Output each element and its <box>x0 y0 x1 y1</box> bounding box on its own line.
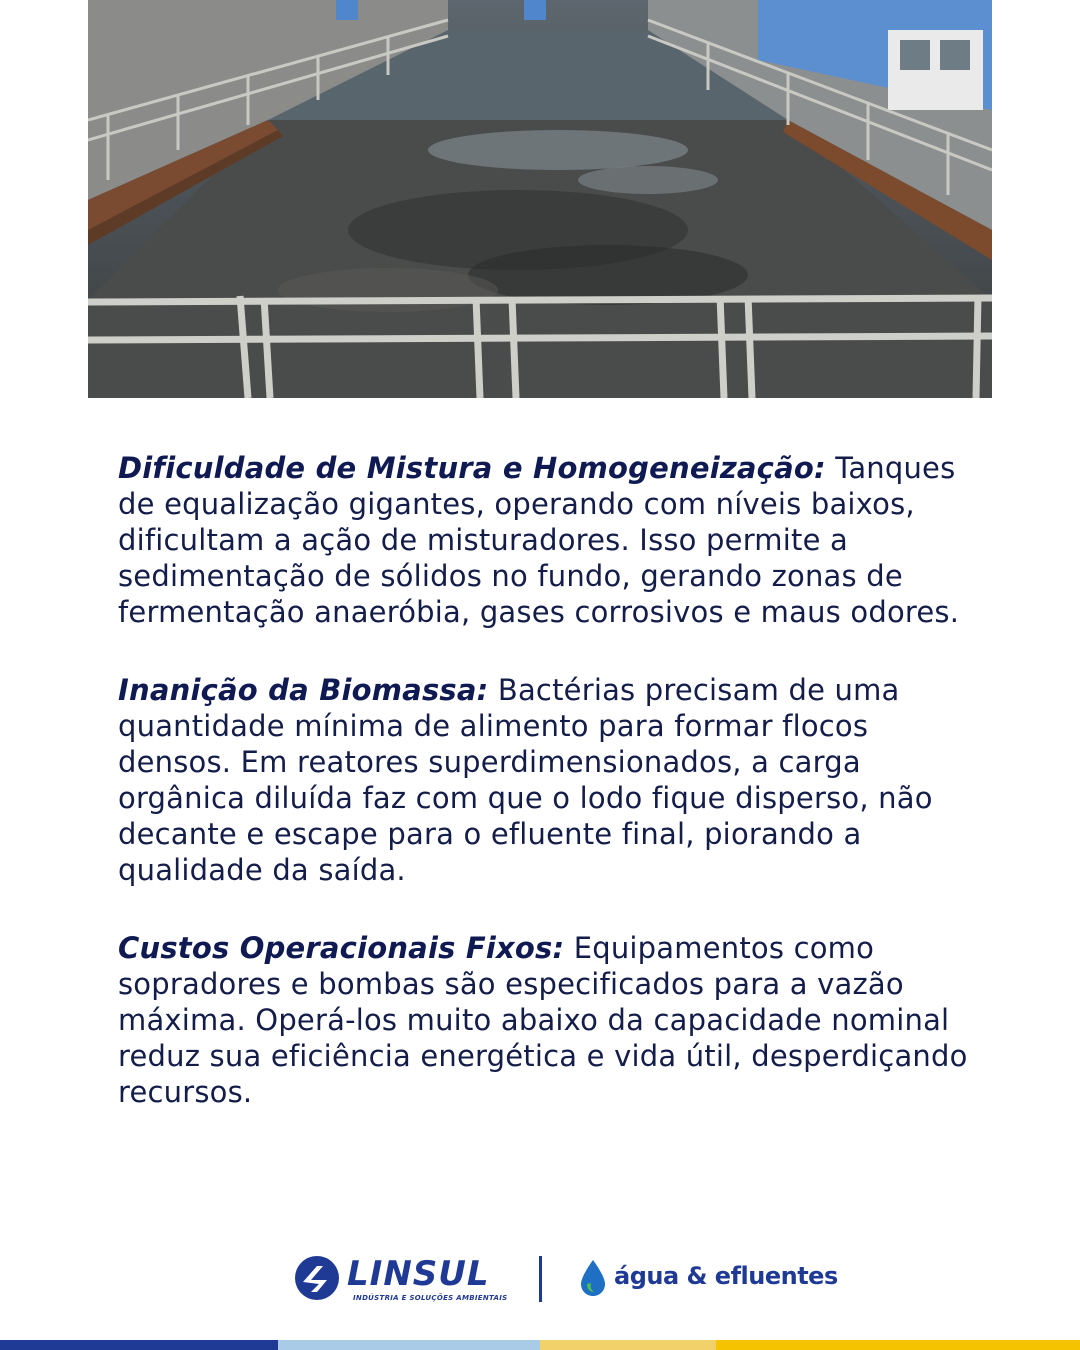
logo-divider <box>539 1256 542 1302</box>
paragraph-body: Bactérias precisam de uma quantidade mínima de alimento para formar flocos densos. Em reatores superdimensionados, a carga orgânica diluída faz com que o lodo fique disperso, não decante e escape para o efluente final, piorando a qualidade da saída. <box>118 673 933 887</box>
paragraph-heading: Dificuldade de Mistura e Homogeneização: <box>118 451 826 485</box>
color-stripe <box>0 1340 1080 1350</box>
water-drop-icon <box>578 1258 608 1298</box>
paragraph-biomass <box>118 672 978 888</box>
stripe-segment-yellow <box>716 1340 1080 1350</box>
paragraph-costs <box>118 930 978 1110</box>
linsul-tagline: INDÚSTRIA E SOLUÇÕES AMBIENTAIS <box>353 1294 508 1302</box>
agua-efluentes-wordmark: água & efluentes <box>614 1262 838 1290</box>
stripe-segment-pale-yellow <box>540 1340 716 1350</box>
paragraph-heading: Custos Operacionais Fixos: <box>118 931 565 965</box>
paragraph-mixing <box>118 450 978 630</box>
paragraph-body: Tanques de equalização gigantes, operando com níveis baixos, dificultam a ação de misturadores. Isso permite a sedimentação de sólidos no fundo, gerando zonas de fermentação anaeróbia, gases corrosivos e maus odores. <box>118 451 960 629</box>
paragraph-body: Equipamentos como sopradores e bombas são especificados para a vazão máxima. Operá-los muito abaixo da capacidade nominal reduz sua eficiência energética e vida útil, desperdiçando recursos. <box>118 931 968 1109</box>
linsul-logo-icon <box>293 1254 341 1302</box>
linsul-logo <box>293 1254 508 1306</box>
hero-photo <box>88 0 992 398</box>
body-text <box>118 450 978 1152</box>
linsul-wordmark: LINSUL <box>347 1254 490 1294</box>
paragraph-heading: Inanição da Biomassa: <box>118 673 489 707</box>
footer <box>0 1240 1080 1320</box>
stripe-segment-light-blue <box>278 1340 540 1350</box>
stripe-segment-blue <box>0 1340 278 1350</box>
